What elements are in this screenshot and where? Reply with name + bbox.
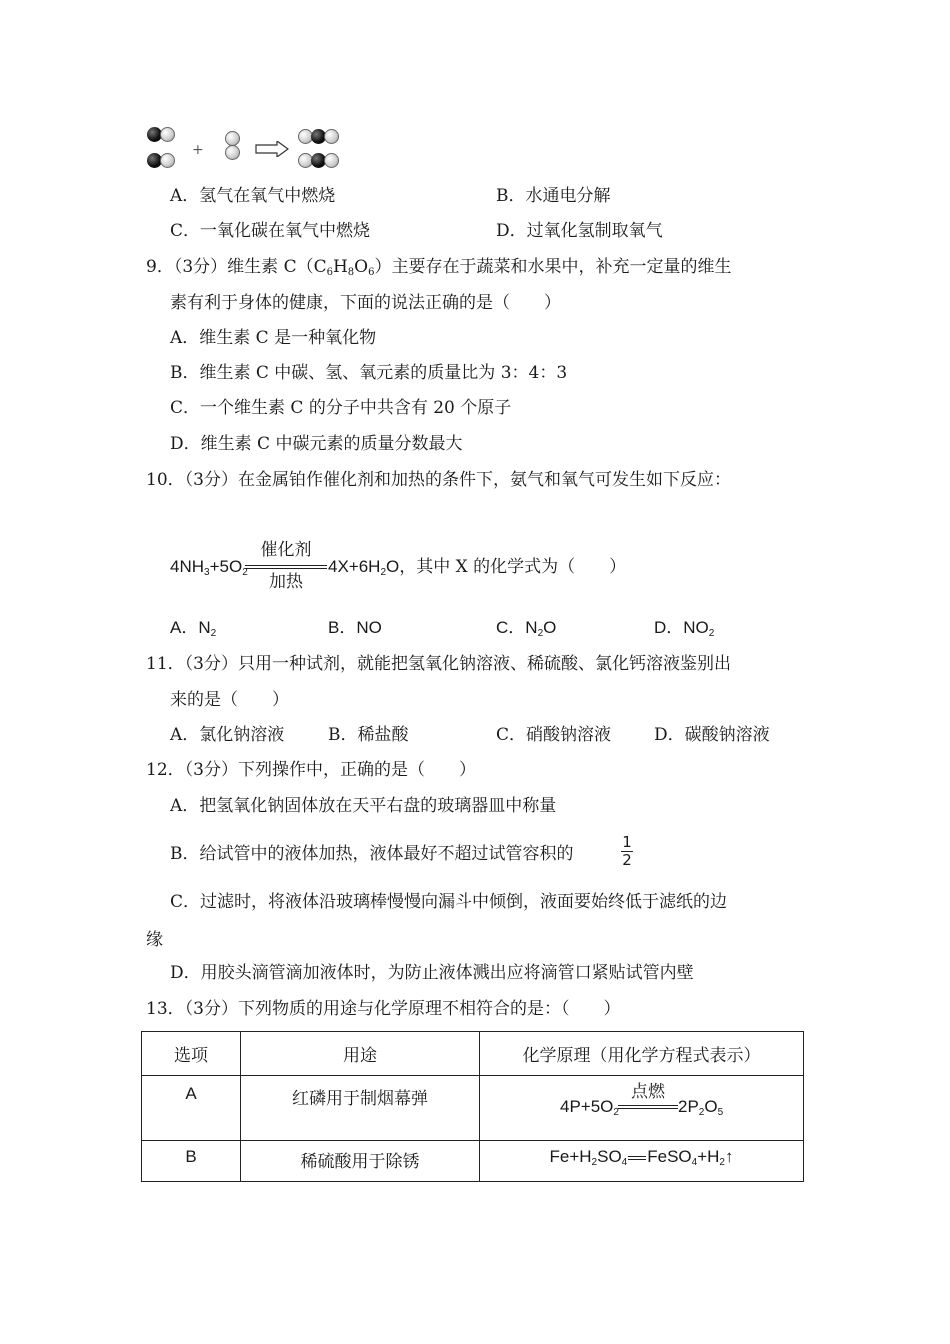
q12-option-d: D．用胶头滴管滴加液体时，为防止液体溅出应将滴管口紧贴试管内壁: [170, 963, 694, 983]
question-number: 9．: [146, 257, 174, 277]
q12-option-a: A．把氢氧化钠固体放在天平右盘的玻璃器皿中称量: [170, 796, 557, 816]
white-atom: [225, 131, 240, 146]
q12-option-c: C．过滤时，将液体沿玻璃棒慢慢向漏斗中倾倒，液面要始终低于滤纸的边: [170, 892, 728, 912]
q9-stem: 9．（3分）维生素 $C(C_6H_8O_6)$主要存在于蔬菜和水果中，补充一定量的维生: [146, 257, 732, 278]
plus-sign: +: [192, 142, 204, 158]
table-header-row: [142, 1032, 804, 1076]
q11-stem: 11．（3分）只用一种试剂，就能把氢氧化钠溶液、稀硫酸、氯化钙溶液鉴别出: [146, 654, 731, 674]
reaction-condition: [618, 1082, 678, 1111]
question-number: 12．: [146, 760, 185, 780]
q10-option-b: B．NO: [328, 618, 382, 637]
eq-right: $4X+6H_2O$，其中 X 的化学式为（ ）: [328, 557, 627, 578]
q13-table: [141, 1031, 804, 1182]
eq-left: $4NH_3+5O_2$: [170, 557, 248, 578]
q10-option-d: D．$NO_2$: [654, 618, 715, 639]
q8-option-c: C．一氧化碳在氧气中燃烧: [170, 221, 371, 241]
q11-option-a: A．氯化钠溶液: [170, 725, 285, 745]
white-atom: [324, 153, 339, 168]
q9-stem-line2: 素有利于身体的健康，下面的说法正确的是（ ）: [170, 293, 561, 313]
fraction-one-half: 1 2: [622, 833, 632, 869]
q10-stem: 10．（3分）在金属铂作催化剂和加热的条件下，氨气和氧气可发生如下反应：: [146, 470, 731, 490]
q11-option-b: B．稀盐酸: [328, 725, 409, 745]
molecule-diagram: [145, 125, 345, 175]
q11-stem-line2: 来的是（ ）: [170, 690, 289, 710]
row-option: B: [142, 1141, 241, 1182]
q9-option-c: C．一个维生素 C 的分子中共含有 20 个原子: [170, 398, 512, 418]
arrow-icon: [255, 141, 289, 157]
q8-option-a: A．氢气在氧气中燃烧: [170, 186, 336, 206]
q10-option-c: C．$N_2O$: [496, 618, 557, 639]
q9-option-b: B．维生素 C 中碳、氢、氧元素的质量比为 3：4：3: [170, 363, 568, 383]
row-use: 稀硫酸用于除锈: [241, 1141, 480, 1182]
header-principle: 化学原理（用化学方程式表示）: [480, 1032, 804, 1076]
q8-option-b: B．水通电分解: [496, 186, 611, 206]
heat-label: 加热: [269, 572, 303, 592]
q8-option-d: D．过氧化氢制取氧气: [496, 221, 663, 241]
vitamin-c-formula: $C(C_6H_8O_6)$: [283, 257, 392, 278]
q9-option-a: A．维生素 C 是一种氧化物: [170, 328, 377, 348]
q10-option-a: A．$N_2$: [170, 618, 217, 639]
q9-option-d: D．维生素 C 中碳元素的质量分数最大: [170, 434, 463, 454]
question-number: 13．: [146, 999, 185, 1019]
white-atom: [160, 153, 175, 168]
header-option: 选项: [142, 1032, 241, 1076]
q11-option-c: C．硝酸钠溶液: [496, 725, 612, 745]
ignite-label: 点燃: [631, 1082, 665, 1102]
table-row: [142, 1141, 804, 1182]
catalyst-label: 催化剂: [260, 540, 312, 560]
white-atom: [324, 129, 339, 144]
row-equation: $4P+5O_2$ 点燃 $2P_2O_5$: [480, 1076, 804, 1141]
white-atom: [160, 127, 175, 142]
header-use: 用途: [241, 1032, 480, 1076]
row-option: A: [142, 1076, 241, 1141]
reaction-condition: [245, 540, 327, 592]
table-row: [142, 1076, 804, 1141]
question-number: 10．: [146, 470, 185, 490]
white-atom: [225, 145, 240, 160]
q12-stem: 12．（3分）下列操作中，正确的是（ ）: [146, 760, 476, 780]
question-number: 11．: [146, 654, 185, 674]
equals-bar: [628, 1156, 646, 1160]
row-use: 红磷用于制烟幕弹: [241, 1076, 480, 1141]
q12-option-c-line2: 缘: [146, 930, 163, 950]
q13-stem: 13．（3分）下列物质的用途与化学原理不相符合的是：（ ）: [146, 999, 621, 1019]
q12-option-b: B．给试管中的液体加热，液体最好不超过试管容积的: [170, 844, 574, 864]
q11-option-d: D．碳酸钠溶液: [654, 725, 770, 745]
row-equation: $Fe+H_2SO_4$ $FeSO_4+H_2↑$: [480, 1141, 804, 1182]
